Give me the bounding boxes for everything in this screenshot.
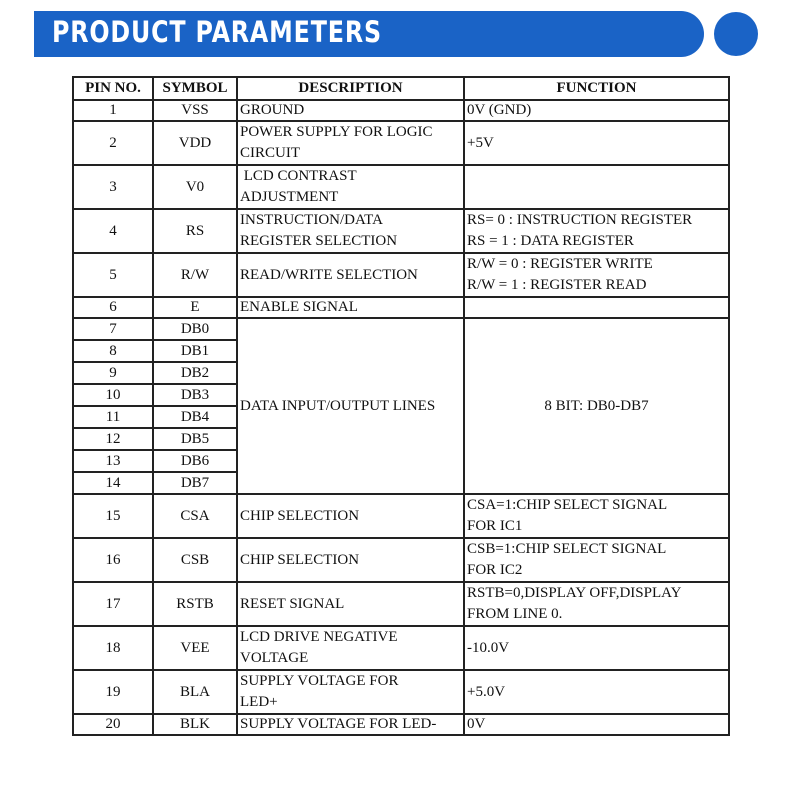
description-line: ADJUSTMENT bbox=[240, 189, 339, 205]
pin-number: 5 bbox=[73, 253, 153, 297]
pin-symbol: R/W bbox=[153, 253, 237, 297]
function-line: RS = 1 : DATA REGISTER bbox=[467, 233, 634, 249]
table-row bbox=[73, 582, 729, 626]
pin-symbol: VDD bbox=[153, 121, 237, 165]
table-row bbox=[73, 670, 729, 714]
pin-number: 17 bbox=[73, 582, 153, 626]
pin-number: 2 bbox=[73, 121, 153, 165]
pin-symbol: RSTB bbox=[153, 582, 237, 626]
pin-symbol: DB4 bbox=[153, 406, 237, 428]
pin-number: 1 bbox=[73, 100, 153, 121]
pin-number: 20 bbox=[73, 714, 153, 735]
pin-description bbox=[237, 670, 464, 714]
function-line: R/W = 0 : REGISTER WRITE bbox=[467, 256, 653, 272]
table-row bbox=[73, 494, 729, 538]
description-line: CHIP SELECTION bbox=[240, 551, 360, 568]
function-line: CSA=1:CHIP SELECT SIGNAL bbox=[467, 497, 668, 513]
description-line: INSTRUCTION/DATA bbox=[240, 212, 383, 228]
pin-function bbox=[464, 297, 729, 318]
pin-description bbox=[237, 165, 464, 209]
pin-number: 9 bbox=[73, 362, 153, 384]
description-line: LCD DRIVE NEGATIVE bbox=[240, 629, 398, 645]
description-line: RESET SIGNAL bbox=[240, 595, 345, 612]
function-line: 0V (GND) bbox=[467, 102, 532, 118]
pin-number: 4 bbox=[73, 209, 153, 253]
table-row bbox=[73, 253, 729, 297]
pin-description bbox=[237, 253, 464, 297]
table-row bbox=[73, 100, 729, 121]
table-row bbox=[73, 165, 729, 209]
description-line: VOLTAGE bbox=[240, 650, 309, 666]
pin-symbol: DB3 bbox=[153, 384, 237, 406]
pin-number: 11 bbox=[73, 406, 153, 428]
function-line: -10.0V bbox=[467, 639, 510, 656]
pin-description bbox=[237, 100, 464, 121]
pin-symbol: DB7 bbox=[153, 472, 237, 494]
pin-number: 13 bbox=[73, 450, 153, 472]
pin-parameters-table bbox=[72, 76, 730, 736]
pin-number: 6 bbox=[73, 297, 153, 318]
description-line: SUPPLY VOLTAGE FOR LED- bbox=[240, 716, 437, 732]
column-header-symbol: SYMBOL bbox=[153, 77, 237, 100]
pin-function bbox=[464, 165, 729, 209]
table-row bbox=[73, 297, 729, 318]
description-line: POWER SUPPLY FOR LOGIC bbox=[240, 124, 433, 140]
table-row bbox=[73, 626, 729, 670]
decorative-circle bbox=[714, 12, 758, 56]
description-line: SUPPLY VOLTAGE FOR bbox=[240, 673, 399, 689]
table-row bbox=[73, 318, 729, 340]
column-header-description: DESCRIPTION bbox=[237, 77, 464, 100]
pin-number: 3 bbox=[73, 165, 153, 209]
pin-symbol: VEE bbox=[153, 626, 237, 670]
pin-function bbox=[464, 538, 729, 582]
function-line: +5.0V bbox=[467, 683, 506, 700]
pin-symbol: BLK bbox=[153, 714, 237, 735]
pin-symbol: BLA bbox=[153, 670, 237, 714]
description-line: GROUND bbox=[240, 102, 305, 118]
description-line: REGISTER SELECTION bbox=[240, 233, 398, 249]
pin-description bbox=[237, 494, 464, 538]
description-line: CIRCUIT bbox=[240, 145, 300, 161]
function-line: FOR IC2 bbox=[467, 562, 523, 578]
function-line: R/W = 1 : REGISTER READ bbox=[467, 277, 647, 293]
pin-description bbox=[237, 714, 464, 735]
pin-symbol: CSB bbox=[153, 538, 237, 582]
data-bus-description: DATA INPUT/OUTPUT LINES bbox=[237, 318, 464, 494]
table-row bbox=[73, 538, 729, 582]
page-title: PRODUCT PARAMETERS bbox=[52, 15, 382, 49]
description-line: ENABLE SIGNAL bbox=[240, 299, 358, 315]
description-line: CHIP SELECTION bbox=[240, 507, 360, 524]
pin-number: 16 bbox=[73, 538, 153, 582]
function-line: RS= 0 : INSTRUCTION REGISTER bbox=[467, 212, 693, 228]
pin-symbol: DB6 bbox=[153, 450, 237, 472]
pin-symbol: DB2 bbox=[153, 362, 237, 384]
pin-function bbox=[464, 494, 729, 538]
pin-number: 10 bbox=[73, 384, 153, 406]
pin-symbol: DB1 bbox=[153, 340, 237, 362]
pin-function bbox=[464, 714, 729, 735]
pin-function bbox=[464, 582, 729, 626]
pin-function bbox=[464, 209, 729, 253]
header-banner bbox=[34, 11, 704, 57]
pin-description bbox=[237, 121, 464, 165]
pin-description bbox=[237, 538, 464, 582]
description-line: READ/WRITE SELECTION bbox=[240, 266, 418, 283]
column-header-pin: PIN NO. bbox=[73, 77, 153, 100]
column-header-function: FUNCTION bbox=[464, 77, 729, 100]
pin-number: 7 bbox=[73, 318, 153, 340]
pin-number: 18 bbox=[73, 626, 153, 670]
table-header-row bbox=[73, 77, 729, 100]
pin-description bbox=[237, 582, 464, 626]
pin-number: 14 bbox=[73, 472, 153, 494]
pin-function bbox=[464, 121, 729, 165]
table-row bbox=[73, 121, 729, 165]
function-line: +5V bbox=[467, 134, 494, 151]
function-line: CSB=1:CHIP SELECT SIGNAL bbox=[467, 541, 667, 557]
pin-function bbox=[464, 670, 729, 714]
pin-symbol: E bbox=[153, 297, 237, 318]
pin-number: 8 bbox=[73, 340, 153, 362]
pin-number: 19 bbox=[73, 670, 153, 714]
description-line: LED+ bbox=[240, 694, 278, 710]
pin-function bbox=[464, 253, 729, 297]
table-row bbox=[73, 714, 729, 735]
function-line: RSTB=0,DISPLAY OFF,DISPLAY bbox=[467, 585, 682, 601]
pin-symbol: V0 bbox=[153, 165, 237, 209]
pin-description bbox=[237, 626, 464, 670]
pin-symbol: VSS bbox=[153, 100, 237, 121]
pin-function bbox=[464, 100, 729, 121]
function-line: 0V bbox=[467, 716, 486, 732]
data-bus-function: 8 BIT: DB0-DB7 bbox=[464, 318, 729, 494]
pin-number: 12 bbox=[73, 428, 153, 450]
pin-symbol: DB0 bbox=[153, 318, 237, 340]
pin-description bbox=[237, 297, 464, 318]
function-line: FROM LINE 0. bbox=[467, 606, 563, 622]
pin-symbol: RS bbox=[153, 209, 237, 253]
function-line: FOR IC1 bbox=[467, 518, 523, 534]
table-row bbox=[73, 209, 729, 253]
pin-symbol: CSA bbox=[153, 494, 237, 538]
pin-description bbox=[237, 209, 464, 253]
pin-symbol: DB5 bbox=[153, 428, 237, 450]
pin-function bbox=[464, 626, 729, 670]
description-line: LCD CONTRAST bbox=[240, 168, 357, 184]
pin-number: 15 bbox=[73, 494, 153, 538]
